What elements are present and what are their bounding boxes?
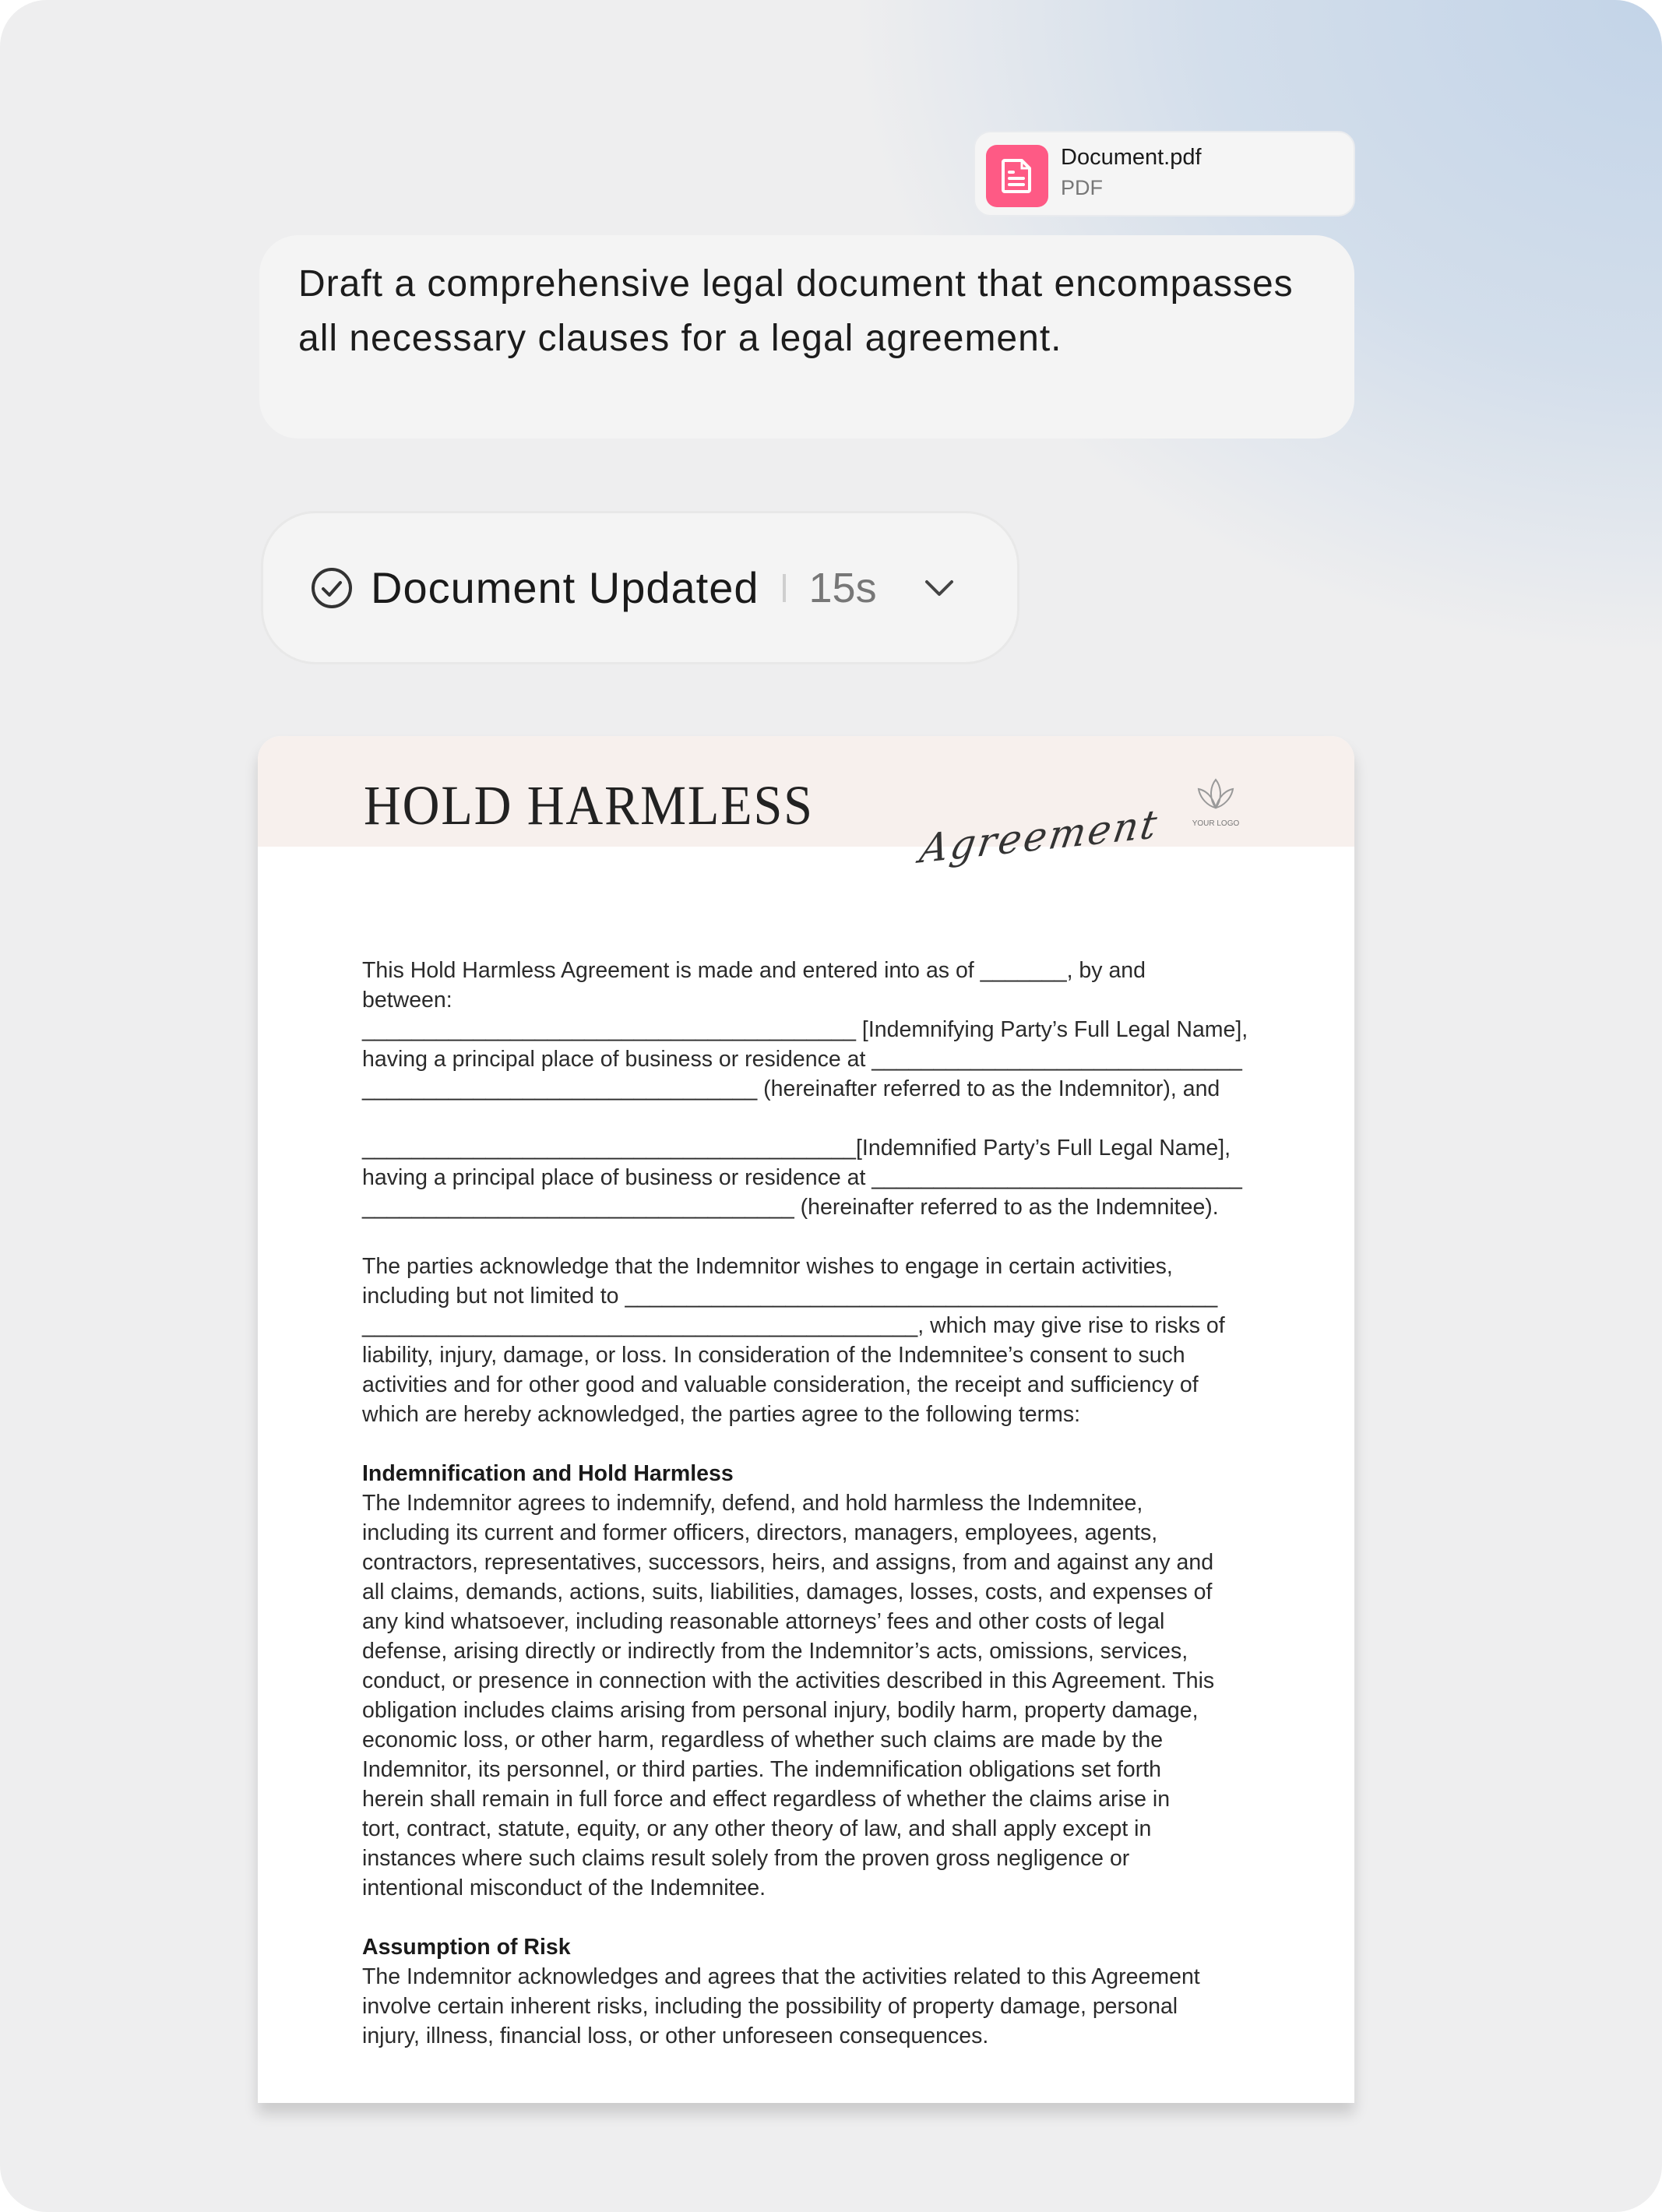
text-line: including but not limited to ________________________________________________ (362, 1284, 1218, 1309)
divider (783, 574, 786, 602)
document-body (362, 956, 1281, 2080)
check-circle-icon (310, 566, 354, 610)
file-text-icon (986, 145, 1048, 207)
text-line: ___________________________________ (hereinafter referred to as the Indemnitee). (362, 1195, 1219, 1220)
text-line: defense, arising directly or indirectly from the Indemnitor’s acts, omissions, services, (362, 1639, 1188, 1664)
text-line: The Indemnitor acknowledges and agrees that the activities related to this Agreement (362, 1964, 1200, 1989)
text-line: obligation includes claims arising from personal injury, bodily harm, property damage, (362, 1698, 1199, 1723)
text-line: _____________________________________________, which may give rise to risks of (362, 1313, 1225, 1338)
text-line: ________________________________________[Indemnified Party’s Full Legal Name], (362, 1136, 1231, 1161)
text-line: ________________________________ (hereinafter referred to as the Indemnitor), and (362, 1076, 1220, 1101)
text-line: involve certain inherent risks, including the possibility of property damage, personal (362, 1994, 1178, 2019)
section-heading: Indemnification and Hold Harmless (362, 1461, 734, 1486)
logo-text: YOUR LOGO (1192, 819, 1240, 828)
text-line: Indemnitor, its personnel, or third parties. The indemnification obligations set forth (362, 1757, 1162, 1782)
status-label: Document Updated (371, 563, 759, 612)
text-line: any kind whatsoever, including reasonable attorneys’ fees and other costs of legal (362, 1609, 1165, 1634)
document-paragraph (362, 1252, 1281, 1429)
text-line: which are hereby acknowledged, the parties agree to the following terms: (362, 1402, 1081, 1427)
document-paragraph (362, 1932, 1281, 2051)
text-line: conduct, or presence in connection with the activities described in this Agreement. This (362, 1668, 1215, 1693)
text-line: intentional misconduct of the Indemnitee. (362, 1876, 766, 1900)
text-line: having a principal place of business or residence at ______________________________ (362, 1165, 1242, 1190)
lotus-logo-icon (1194, 777, 1238, 815)
text-line: ________________________________________ [Indemnifying Party’s Full Legal Name], (362, 1017, 1248, 1042)
document-subtitle: Agreement (917, 801, 1163, 872)
logo (1185, 777, 1247, 828)
chevron-down-icon[interactable] (924, 578, 955, 598)
text-line: The Indemnitor agrees to indemnify, defend, and hold harmless the Indemnitee, (362, 1491, 1143, 1516)
text-line: activities and for other good and valuable consideration, the receipt and sufficiency of (362, 1372, 1199, 1397)
text-line: herein shall remain in full force and effect regardless of whether the claims arise in (362, 1787, 1171, 1812)
document-title: HOLD HARMLESS (364, 774, 814, 837)
status-duration: 15s (808, 564, 877, 611)
text-line: economic loss, or other harm, regardless of whether such claims are made by the (362, 1728, 1164, 1752)
document-preview[interactable] (258, 736, 1354, 2103)
user-message-bubble: Draft a comprehensive legal document that encompasses all necessary clauses for a legal agreement. (259, 235, 1354, 439)
text-line: including its current and former officers, directors, managers, employees, agents, (362, 1520, 1158, 1545)
text-line: instances where such claims result solely from the proven gross negligence or (362, 1846, 1130, 1871)
text-line: The parties acknowledge that the Indemnitor wishes to engage in certain activities, (362, 1254, 1173, 1279)
document-paragraph (362, 1459, 1281, 1903)
text-line: injury, illness, financial loss, or other unforeseen consequences. (362, 2024, 989, 2048)
text-line: tort, contract, statute, equity, or any other theory of law, and shall apply except in (362, 1816, 1152, 1841)
attachment-card[interactable] (974, 131, 1355, 217)
section-heading: Assumption of Risk (362, 1935, 571, 1960)
text-line: between: (362, 988, 452, 1013)
document-paragraph (362, 1133, 1281, 1222)
text-line: contractors, representatives, successors, heirs, and assigns, from and against any and (362, 1550, 1214, 1575)
text-line: having a principal place of business or residence at ______________________________ (362, 1047, 1242, 1072)
document-paragraph (362, 956, 1281, 1104)
text-line: This Hold Harmless Agreement is made and entered into as of _______, by and (362, 958, 1146, 983)
text-line: liability, injury, damage, or loss. In consideration of the Indemnitee’s consent to such (362, 1343, 1185, 1368)
attachment-name: Document.pdf (1061, 145, 1202, 170)
attachment-type: PDF (1061, 176, 1103, 199)
status-pill[interactable] (261, 511, 1019, 664)
text-line: all claims, demands, actions, suits, liabilities, damages, losses, costs, and expenses of (362, 1580, 1213, 1604)
